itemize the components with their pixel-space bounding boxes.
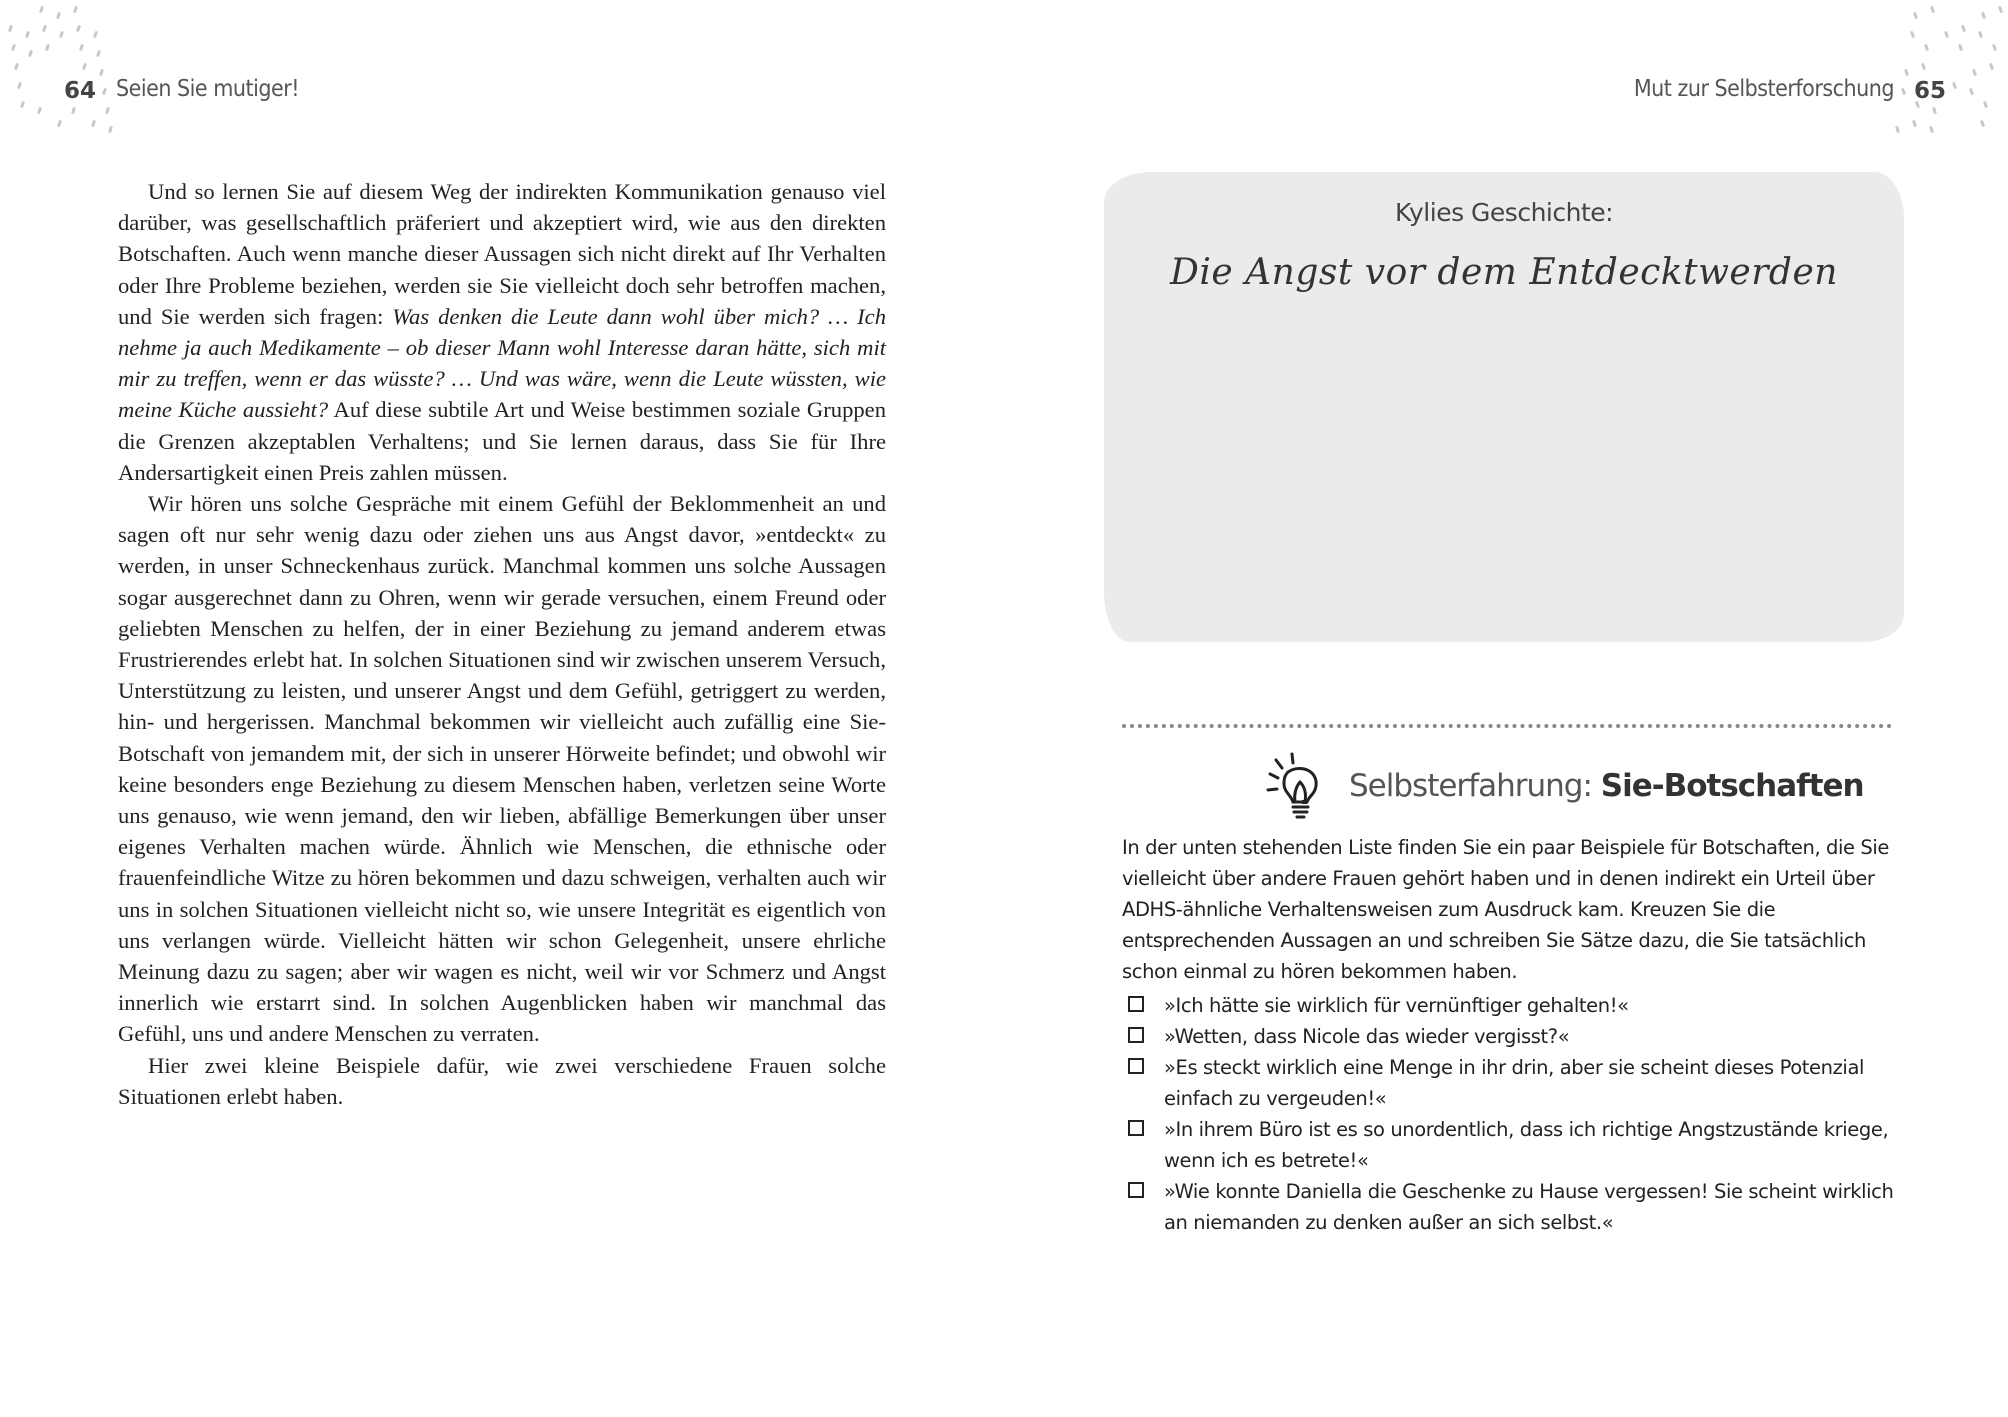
- decorative-dot: [1901, 88, 1906, 96]
- decorative-dot: [1969, 88, 1974, 96]
- story-kicker: Kylies Geschichte:: [1394, 198, 1614, 227]
- checklist-item: »In ihrem Büro ist es so unordentlich, dass ich richtige Angstzustände kriege, wenn ich es betrete!«: [1122, 1114, 1902, 1176]
- decorative-dot: [1929, 126, 1934, 134]
- body-text: [118, 176, 886, 1112]
- corner-dots-decoration: [0, 0, 120, 140]
- decorative-dot: [14, 63, 19, 71]
- page-number: 65: [1913, 78, 1946, 104]
- decorative-dot: [1958, 44, 1963, 52]
- checkbox[interactable]: [1128, 1182, 1144, 1198]
- decorative-dot: [1989, 63, 1994, 71]
- decorative-dot: [1932, 107, 1937, 115]
- dotted-divider: [1122, 724, 1892, 728]
- italic-quote: Was denken die Leute dann wohl über mich? … Ich nehme ja auch Medikamente – ob dieser Mann wohl Interesse daran hätte, sich mit mir zu treffen, wenn er das wüsste? … Und was wäre, wenn die Leute wüssten, wie meine Küche aussieht?: [118, 303, 886, 423]
- decorative-dot: [1910, 31, 1915, 39]
- decorative-dot: [1980, 120, 1985, 128]
- corner-dots-decoration: [1888, 0, 2008, 140]
- decorative-dot: [17, 82, 22, 90]
- checklist-item: »Es steckt wirklich eine Menge in ihr drin, aber sie scheint dieses Potenzial einfach zu vergeuden!«: [1122, 1052, 1902, 1114]
- running-head: Mut zur Selbsterforschung: [1633, 76, 1894, 102]
- decorative-dot: [57, 120, 62, 128]
- decorative-dot: [105, 107, 110, 115]
- decorative-dot: [1952, 82, 1957, 90]
- decorative-dot: [99, 69, 104, 77]
- decorative-dot: [73, 6, 78, 14]
- exercise-title: Selbsterfahrung: Sie-Botschaften: [1349, 768, 1864, 804]
- decorative-dot: [1978, 31, 1983, 39]
- decorative-dot: [1921, 63, 1926, 71]
- decorative-dot: [1930, 6, 1935, 14]
- exercise-header: [1004, 752, 2008, 822]
- paragraph: Hier zwei kleine Beispiele dafür, wie zwei verschiedene Frauen solche Situationen erlebt haben.: [118, 1052, 886, 1109]
- running-head: Seien Sie mutiger!: [116, 76, 300, 102]
- decorative-dot: [1944, 31, 1949, 39]
- story-box: [1104, 172, 1904, 642]
- decorative-dot: [102, 88, 107, 96]
- decorative-dot: [1983, 101, 1988, 109]
- decorative-dot: [59, 31, 64, 39]
- decorative-dot: [28, 50, 33, 58]
- decorative-dot: [37, 107, 42, 115]
- checklist: [1122, 990, 1902, 1238]
- checkbox[interactable]: [1128, 1058, 1144, 1074]
- checkbox[interactable]: [1128, 996, 1144, 1012]
- story-title: Die Angst vor dem Entdecktwerden: [1170, 252, 1838, 293]
- decorative-dot: [39, 6, 44, 14]
- decorative-dot: [1961, 25, 1966, 33]
- decorative-dot: [82, 63, 87, 71]
- checklist-item: »Wetten, dass Nicole das wieder vergisst?«: [1122, 1021, 1902, 1052]
- decorative-dot: [93, 31, 98, 39]
- decorative-dot: [8, 25, 13, 33]
- right-page: [1004, 0, 2008, 1417]
- decorative-dot: [79, 44, 84, 52]
- decorative-dot: [71, 107, 76, 115]
- decorative-dot: [91, 120, 96, 128]
- exercise-intro: In der unten stehenden Liste finden Sie ein paar Beispiele für Botschaften, die Sie vielleicht über andere Frauen gehört haben und in denen indirekt ein Urteil über ADHS-ähnliche Verhaltensweisen zum Ausdruck kam. Kreuzen Sie die entsprechenden Aussagen an und schreiben Sie Sätze dazu, die Sie tatsächlich schon einmal zu hören bekommen haben.: [1122, 836, 1890, 983]
- decorative-dot: [45, 44, 50, 52]
- decorative-dot: [1913, 12, 1918, 20]
- decorative-dot: [76, 25, 81, 33]
- decorative-dot: [1924, 44, 1929, 52]
- checklist-item: »Wie konnte Daniella die Geschenke zu Hause vergessen! Sie scheint wirklich an niemanden zu denken außer an sich selbst.«: [1122, 1176, 1902, 1238]
- paragraph: Wir hören uns solche Gespräche mit einem Gefühl der Beklommenheit an und sagen oft nur sehr wenig dazu oder ziehen uns aus Angst davor, »entdeckt« zu werden, in unser Schneckenhaus zurück. Manchmal kommen uns solche Aussagen sogar ausgerechnet dann zu Ohren, wenn wir gerade versuchen, einem Freund oder geliebten Menschen zu helfen, der in einer Beziehung zu jemand anderem etwas Frustrierendes erlebt hat. In solchen Situationen sind wir zwischen unserem Versuch, Unterstützung zu leisten, und unserer Angst und dem Gefühl, getriggert zu werden, hin- und hergerissen. Manchmal bekommen wir vielleicht auch zufällig eine Sie-Botschaft von jemandem mit, der sich in unserer Hörweite befindet; und obwohl wir keine besonders enge Beziehung zu diesem Menschen haben, verletzen seine Worte uns genauso, wie wenn jemand, den wir lieben, abfällige Bemerkungen über unser eigenes Verhalten machen würde. Ähnlich wie Menschen, die ethnische oder frauenfeindliche Witze zu hören bekommen und dazu schweigen, verhalten auch wir uns in solchen Situationen vielleicht nicht so, wie unsere Integrität es eigentlich von uns verlangen würde. Vielleicht hätten wir schon Gelegenheit, unsere ehrliche Meinung dazu zu sagen; aber wir wagen es nicht, weil wir vor Schmerz und Angst innerlich wie erstarrt sind. In solchen Augenblicken haben wir manchmal das Gefühl, uns und andere Menschen zu verraten.: [118, 491, 886, 1047]
- decorative-dot: [25, 31, 30, 39]
- decorative-dot: [1992, 44, 1997, 52]
- checkbox[interactable]: [1128, 1027, 1144, 1043]
- decorative-dot: [1972, 69, 1977, 77]
- decorative-dot: [1998, 6, 2003, 14]
- decorative-dot: [96, 50, 101, 58]
- checklist-item: »Ich hätte sie wirklich für vernünftiger gehalten!«: [1122, 990, 1902, 1021]
- decorative-dot: [1895, 126, 1900, 134]
- decorative-dot: [1904, 69, 1909, 77]
- decorative-dot: [108, 126, 113, 134]
- decorative-dot: [42, 25, 47, 33]
- lightbulb-icon: [1262, 752, 1332, 822]
- decorative-dot: [20, 101, 25, 109]
- page-number: 64: [64, 78, 97, 104]
- decorative-dot: [1912, 120, 1917, 128]
- paragraph: Und so lernen Sie auf diesem Weg der indirekten Kommunikation genauso viel darüber, was gesellschaftlich präferiert und akzeptiert wird, wie aus den direkten Botschaften. Auch wenn manche dieser Aussagen sich nicht direkt auf Ihr Verhalten oder Ihre Probleme beziehen, werden sie Sie vielleicht doch sehr betroffen machen, und Sie werden sich fragen: Was denken die Leute dann wohl über mich? … Ich nehme ja auch Medikamente – ob dieser Mann wohl Interesse daran hätte, sich mit mir zu treffen, wenn er das wüsste? … Und was wäre, wenn die Leute wüssten, wie meine Küche aussieht? Auf diese subtile Art und Weise bestimmen soziale Gruppen die Grenzen akzeptablen Verhaltens; und Sie lernen daraus, dass Sie für Ihre Andersartigkeit einen Preis zahlen müssen.: [118, 179, 886, 485]
- decorative-dot: [11, 44, 16, 52]
- decorative-dot: [56, 12, 61, 20]
- checkbox[interactable]: [1128, 1120, 1144, 1136]
- decorative-dot: [1981, 12, 1986, 20]
